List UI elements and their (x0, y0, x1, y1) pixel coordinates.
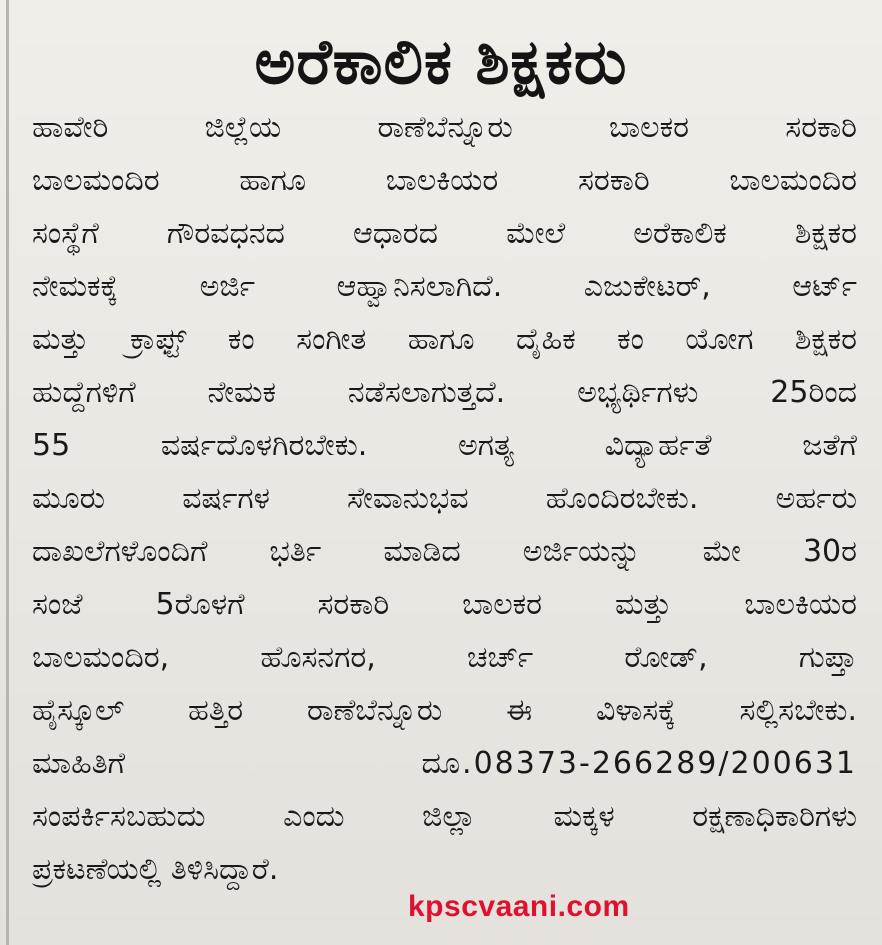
article-line: ಹುದ್ದೆಗಳಿಗೆ ನೇಮಕ ನಡೆಸಲಾಗುತ್ತದೆ. ಅಭ್ಯರ್ಥಿಗಳು 25ರಿಂದ (32, 375, 857, 410)
article-line: ಮತ್ತು ಕ್ರಾಫ್ಟ್ ಕಂ ಸಂಗೀತ ಹಾಗೂ ದೈಹಿಕ ಕಂ ಯೋಗ ಶಿಕ್ಷಕರ (32, 322, 857, 357)
article-line: ಬಾಲಮಂದಿರ ಹಾಗೂ ಬಾಲಕಿಯರ ಸರಕಾರಿ ಬಾಲಮಂದಿರ (32, 163, 857, 198)
article-line: ಮೂರು ವರ್ಷಗಳ ಸೇವಾನುಭವ ಹೊಂದಿರಬೇಕು. ಅರ್ಹರು (32, 481, 857, 516)
article-line: 55 ವರ್ಷದೊಳಗಿರಬೇಕು. ಅಗತ್ಯ ವಿದ್ಯಾರ್ಹತೆ ಜತೆಗೆ (32, 428, 857, 463)
article-line: ಬಾಲಮಂದಿರ, ಹೊಸನಗರ, ಚರ್ಚ್ ರೋಡ್, ಗುಪ್ತಾ (32, 640, 857, 675)
article-line: ಪ್ರಕಟಣೆಯಲ್ಲಿ ತಿಳಿಸಿದ್ದಾರೆ. (32, 852, 279, 887)
watermark: kpscvaani.com (408, 890, 630, 923)
article-line: ದಾಖಲೆಗಳೊಂದಿಗೆ ಭರ್ತಿ ಮಾಡಿದ ಅರ್ಜಿಯನ್ನು ಮೇ 30ರ (32, 534, 857, 569)
headline: ಅರೆಕಾಲಿಕ ಶಿಕ್ಷಕರು (254, 25, 628, 98)
contact-phone: ದೂ.08373-266289/200631 (421, 746, 857, 781)
column-divider (6, 0, 9, 945)
article-line: ಸಂಪರ್ಕಿಸಬಹುದು ಎಂದು ಜಿಲ್ಲಾ ಮಕ್ಕಳ ರಕ್ಷಣಾಧಿಕಾರಿಗಳು (32, 799, 857, 834)
contact-label: ಮಾಹಿತಿಗೆ (32, 746, 126, 781)
article-line: ಸಂಜೆ 5ರೊಳಗೆ ಸರಕಾರಿ ಬಾಲಕರ ಮತ್ತು ಬಾಲಕಿಯರ (32, 587, 857, 622)
contact-line (32, 737, 857, 790)
article-line: ನೇಮಕಕ್ಕೆ ಅರ್ಜಿ ಆಹ್ವಾನಿಸಲಾಗಿದೆ. ಎಜುಕೇಟರ್, ಆರ್ಟ್ (32, 269, 857, 304)
article-line: ಹಾವೇರಿ ಜಿಲ್ಲೆಯ ರಾಣೆಬೆನ್ನೂರು ಬಾಲಕರ ಸರಕಾರಿ (32, 110, 857, 145)
article-body (32, 101, 857, 896)
article-line: ಹೈಸ್ಕೂಲ್ ಹತ್ತಿರ ರಾಣೆಬೆನ್ನೂರು ಈ ವಿಳಾಸಕ್ಕೆ ಸಲ್ಲಿಸಬೇಕು. (32, 693, 857, 728)
article-line: ಸಂಸ್ಥೆಗೆ ಗೌರವಧನದ ಆಧಾರದ ಮೇಲೆ ಅರೆಕಾಲಿಕ ಶಿಕ್ಷಕರ (32, 216, 857, 251)
